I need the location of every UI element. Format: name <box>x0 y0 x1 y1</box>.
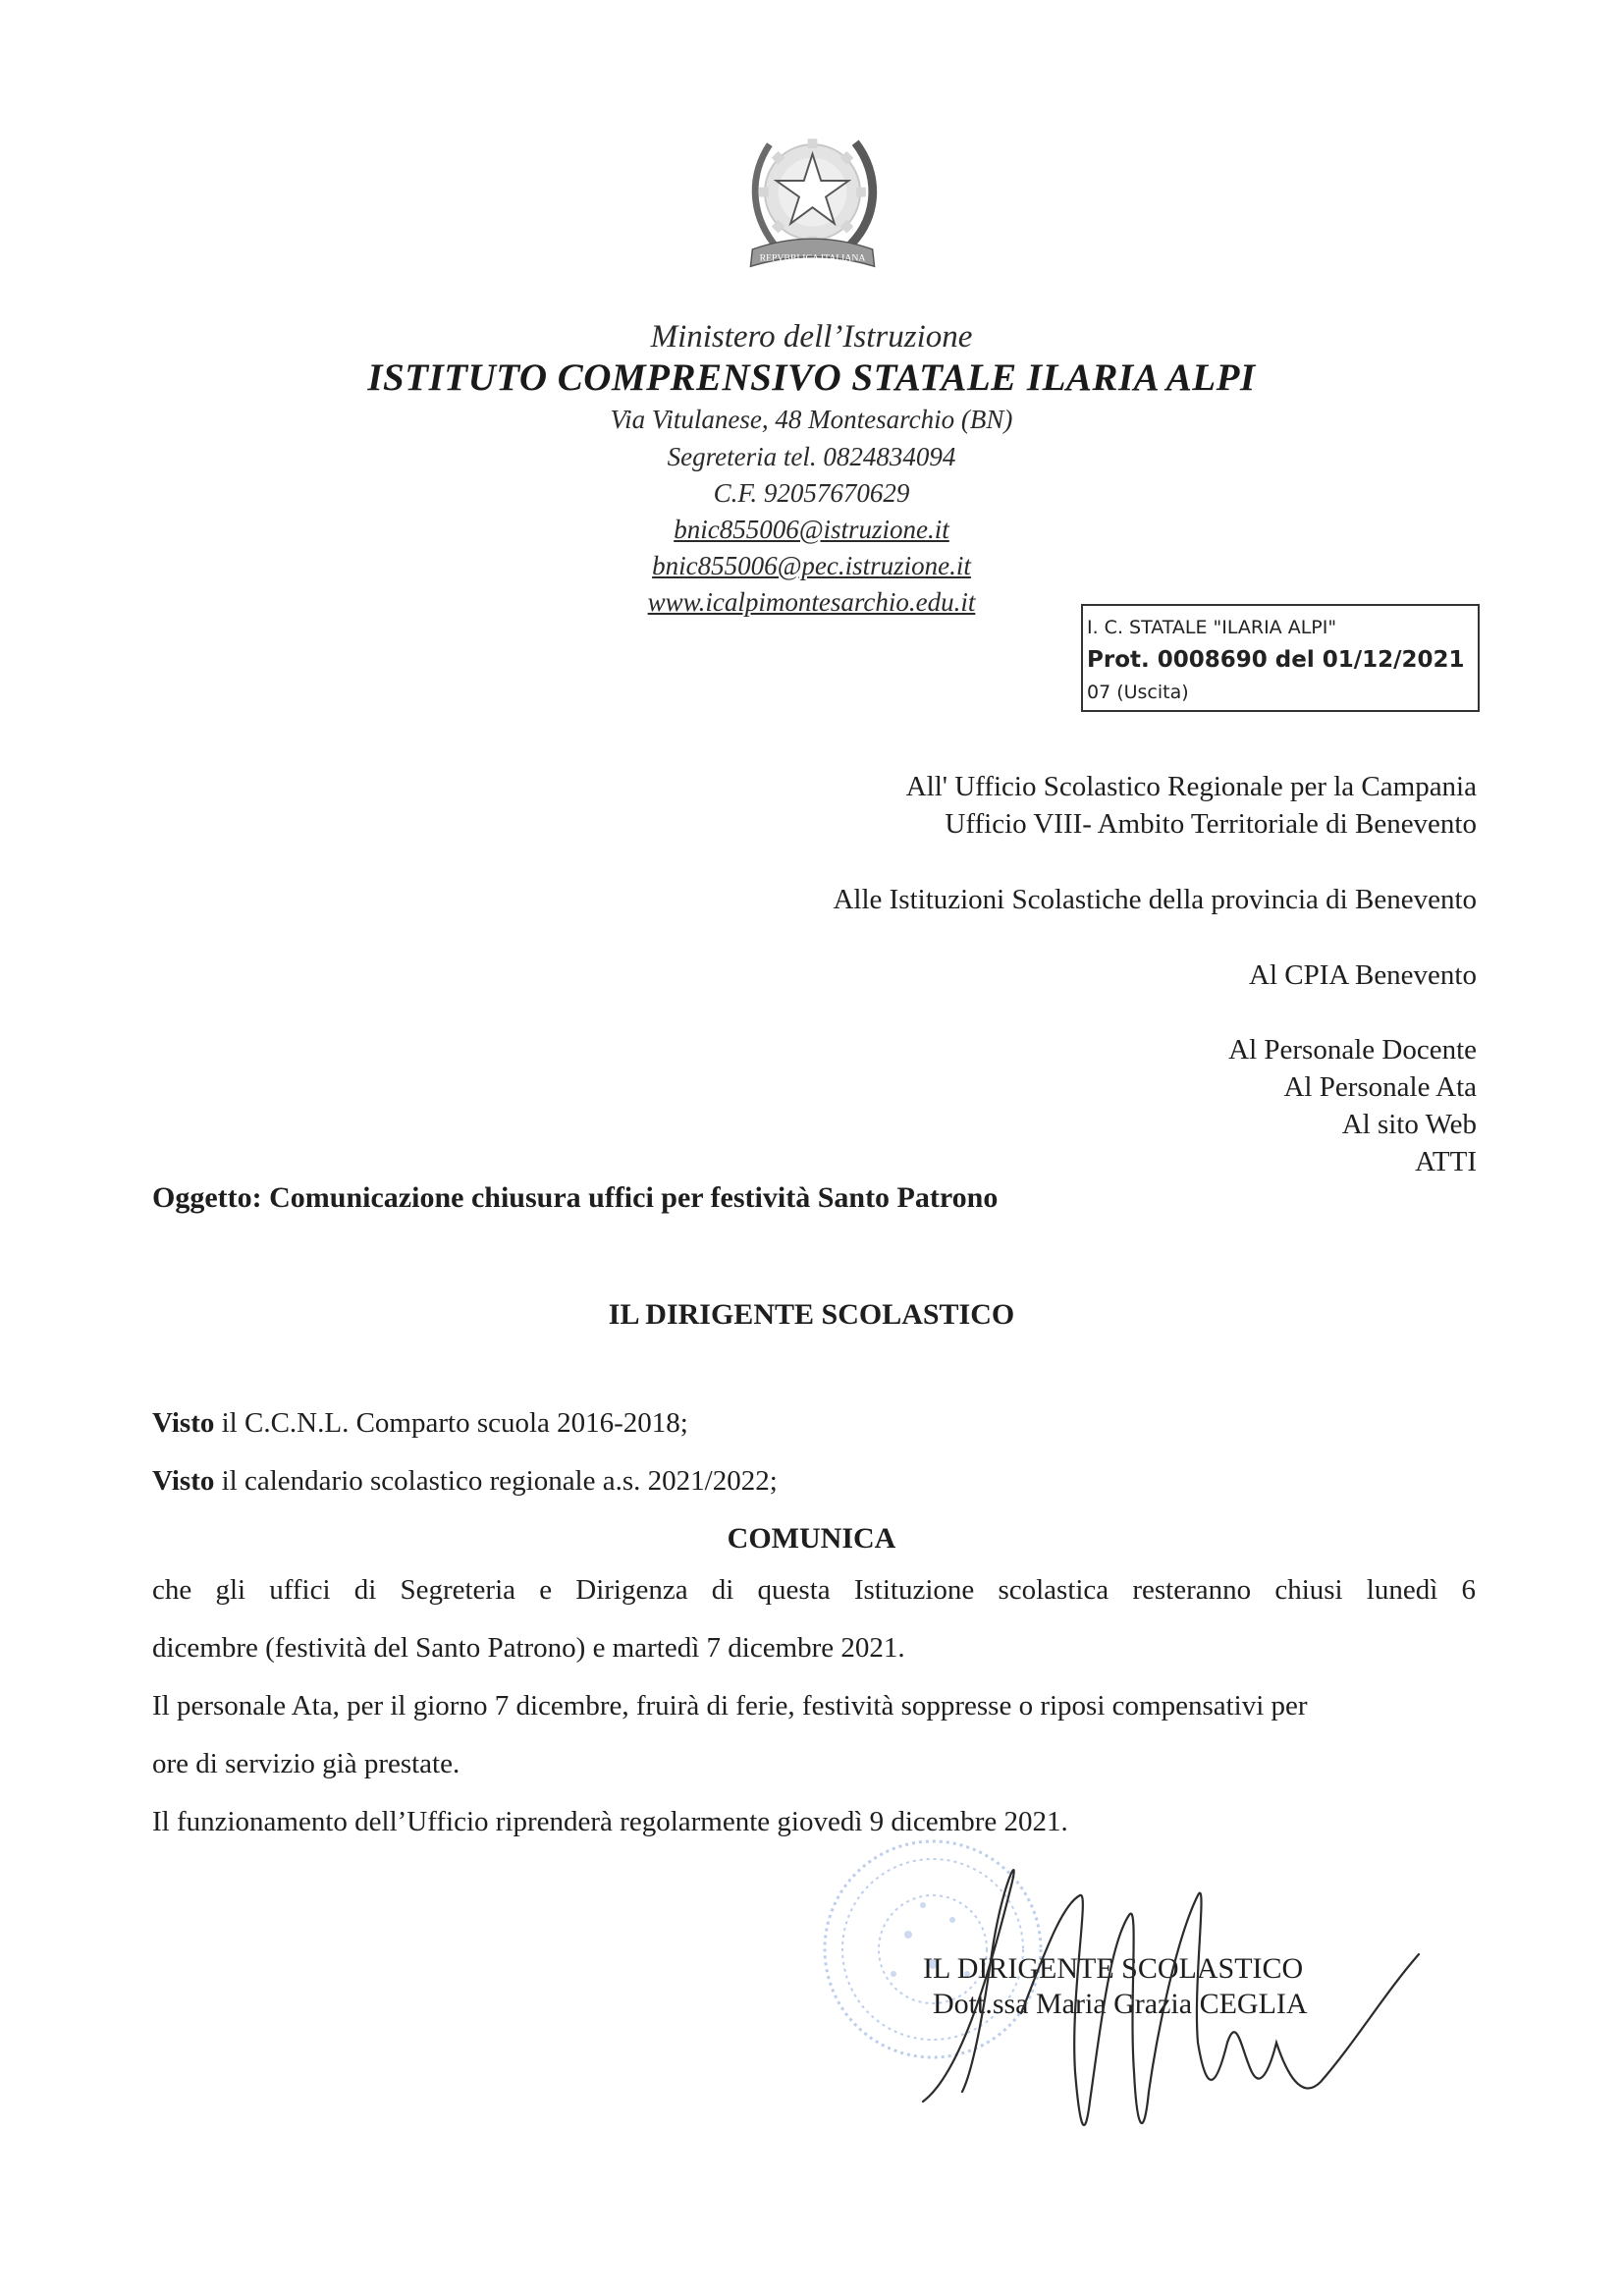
school-name: ISTITUTO COMPRENSIVO STATALE ILARIA ALPI <box>367 356 1256 399</box>
ministry-name: Ministero dell’Istruzione <box>650 319 973 355</box>
body-line: dicembre (festività del Santo Patrono) e martedì 7 dicembre 2021. <box>152 1632 905 1664</box>
recipient: Ufficio VIII- Ambito Territoriale di Benevento <box>945 808 1477 840</box>
recipient: Al sito Web <box>1341 1109 1477 1140</box>
comunica-heading: COMUNICA <box>727 1522 896 1555</box>
body-line: ore di servizio già prestate. <box>152 1748 460 1779</box>
recipient: Alle Istituzioni Scolastiche della provincia di Benevento <box>833 884 1477 915</box>
protocol-school: I. C. STATALE "ILARIA ALPI" <box>1087 617 1337 638</box>
school-address: Via Vitulanese, 48 Montesarchio (BN) <box>610 405 1013 434</box>
subject-line: Oggetto: Comunicazione chiusura uffici per festività Santo Patrono <box>152 1181 999 1214</box>
signatory-name: Dott.ssa Maria Grazia CEGLIA <box>933 1988 1308 2020</box>
recipient: Al CPIA Benevento <box>1249 959 1477 991</box>
website-link[interactable]: www.icalpimontesarchio.edu.it <box>647 587 976 617</box>
signatory-title: IL DIRIGENTE SCOLASTICO <box>923 1952 1304 1985</box>
protocol-number: Prot. 0008690 del 01/12/2021 <box>1087 647 1465 673</box>
handwritten-signature-icon <box>884 1846 1434 2141</box>
emblem-lettering: REPVBBLICA ITALIANA <box>759 252 866 264</box>
premise-line <box>152 1407 688 1440</box>
recipient: ATTI <box>1415 1146 1477 1177</box>
recipient: All' Ufficio Scolastico Regionale per la Campania <box>905 771 1477 802</box>
protocol-stamp <box>1081 604 1480 712</box>
premise-text: il C.C.N.L. Comparto scuola 2016-2018; <box>214 1407 688 1439</box>
school-phone: Segreteria tel. 0824834094 <box>667 442 956 471</box>
email-link[interactable]: bnic855006@istruzione.it <box>674 515 949 544</box>
section-heading: IL DIRIGENTE SCOLASTICO <box>608 1298 1015 1331</box>
premise-lead: Visto <box>152 1465 215 1497</box>
recipient: Al Personale Ata <box>1283 1071 1477 1103</box>
body-line: Il funzionamento dell’Ufficio riprenderà regolarmente giovedì 9 dicembre 2021. <box>152 1806 1068 1837</box>
recipient: Al Personale Docente <box>1228 1034 1477 1066</box>
premise-lead: Visto <box>152 1407 215 1439</box>
protocol-type: 07 (Uscita) <box>1087 682 1189 703</box>
body-line: che gli uffici di Segreteria e Dirigenza di questa Istituzione scolastica resteranno chiusi lunedì 6 <box>152 1574 1476 1606</box>
body-line: Il personale Ata, per il giorno 7 dicembre, fruirà di ferie, festività soppresse o riposi compensativi per <box>152 1690 1308 1722</box>
premise-line <box>152 1465 778 1498</box>
premise-text: il calendario scolastico regionale a.s. 2021/2022; <box>214 1465 778 1497</box>
fiscal-code: C.F. 92057670629 <box>713 478 910 508</box>
italian-republic-emblem-icon <box>731 116 893 278</box>
pec-email-link[interactable]: bnic855006@pec.istruzione.it <box>652 551 971 580</box>
